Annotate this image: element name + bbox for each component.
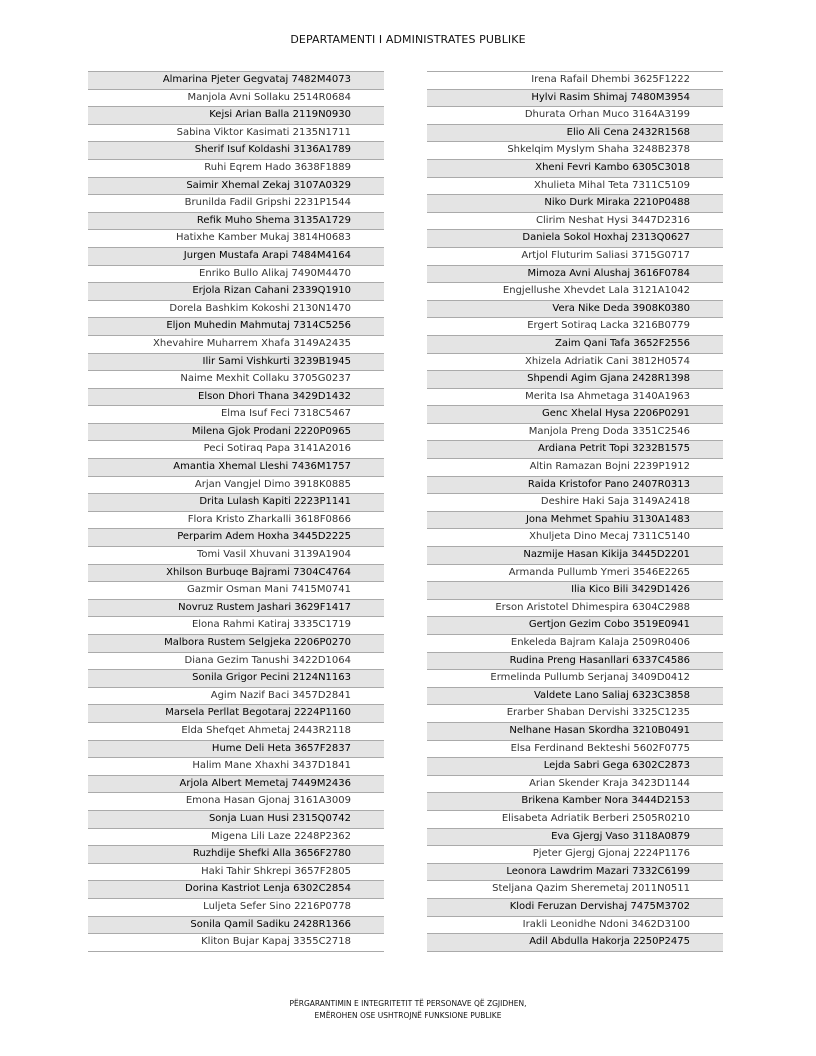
list-item: Daniela Sokol Hoxhaj 2313Q0627: [427, 230, 723, 248]
list-item: Enriko Bullo Alikaj 7490M4470: [88, 266, 384, 284]
page-title: DEPARTAMENTI I ADMINISTRATES PUBLIKE: [290, 33, 526, 46]
list-item: Sonila Grigor Pecini 2124N1163: [88, 670, 384, 688]
list-item: Irena Rafail Dhembi 3625F1222: [427, 72, 723, 90]
list-item: Dorina Kastriot Lenja 6302C2854: [88, 881, 384, 899]
list-item: Genc Xhelal Hysa 2206P0291: [427, 406, 723, 424]
list-item: Raida Kristofor Pano 2407R0313: [427, 477, 723, 495]
list-item: Hatixhe Kamber Mukaj 3814H0683: [88, 230, 384, 248]
list-item: Xhulieta Mihal Teta 7311C5109: [427, 178, 723, 196]
list-item: Jona Mehmet Spahiu 3130A1483: [427, 512, 723, 530]
list-item: Shpendi Agim Gjana 2428R1398: [427, 371, 723, 389]
list-item: Elda Shefqet Ahmetaj 2443R2118: [88, 723, 384, 741]
list-item: Altin Ramazan Bojni 2239P1912: [427, 459, 723, 477]
list-item: Ergert Sotiraq Lacka 3216B0779: [427, 318, 723, 336]
list-item: Clirim Neshat Hysi 3447D2316: [427, 213, 723, 231]
list-item: Nelhane Hasan Skordha 3210B0491: [427, 723, 723, 741]
list-item: Jurgen Mustafa Arapi 7484M4164: [88, 248, 384, 266]
list-item: Valdete Lano Saliaj 6323C3858: [427, 688, 723, 706]
list-item: Lejda Sabri Gega 6302C2873: [427, 758, 723, 776]
list-item: Erarber Shaban Dervishi 3325C1235: [427, 705, 723, 723]
list-item: Erjola Rizan Cahani 2339Q1910: [88, 283, 384, 301]
page-footer: [0, 998, 816, 1022]
list-item: Hume Deli Heta 3657F2837: [88, 741, 384, 759]
list-item: Artjol Fluturim Saliasi 3715G0717: [427, 248, 723, 266]
list-item: Arjan Vangjel Dimo 3918K0885: [88, 477, 384, 495]
list-item: Mimoza Avni Alushaj 3616F0784: [427, 266, 723, 284]
list-item: Elio Ali Cena 2432R1568: [427, 125, 723, 143]
list-item: Adil Abdulla Hakorja 2250P2475: [427, 934, 723, 952]
list-item: Arjola Albert Memetaj 7449M2436: [88, 776, 384, 794]
list-item: Tomi Vasil Xhuvani 3139A1904: [88, 547, 384, 565]
list-item: Ermelinda Pullumb Serjanaj 3409D0412: [427, 670, 723, 688]
list-item: Gazmir Osman Mani 7415M0741: [88, 582, 384, 600]
list-item: Irakli Leonidhe Ndoni 3462D3100: [427, 917, 723, 935]
list-item: Ilir Sami Vishkurti 3239B1945: [88, 354, 384, 372]
list-item: Ruzhdije Shefki Alla 3656F2780: [88, 846, 384, 864]
list-item: Kejsi Arian Balla 2119N0930: [88, 107, 384, 125]
list-item: Merita Isa Ahmetaga 3140A1963: [427, 389, 723, 407]
list-item: Kliton Bujar Kapaj 3355C2718: [88, 934, 384, 952]
right-name-list: [427, 71, 723, 952]
list-item: Migena Lili Laze 2248P2362: [88, 829, 384, 847]
list-item: Xhizela Adriatik Cani 3812H0574: [427, 354, 723, 372]
list-item: Arian Skender Kraja 3423D1144: [427, 776, 723, 794]
list-item: Erson Aristotel Dhimespira 6304C2988: [427, 600, 723, 618]
list-item: Niko Durk Miraka 2210P0488: [427, 195, 723, 213]
list-item: Luljeta Sefer Sino 2216P0778: [88, 899, 384, 917]
list-item: Elisabeta Adriatik Berberi 2505R0210: [427, 811, 723, 829]
list-item: Saimir Xhemal Zekaj 3107A0329: [88, 178, 384, 196]
list-item: Manjola Preng Doda 3351C2546: [427, 424, 723, 442]
list-item: Armanda Pullumb Ymeri 3546E2265: [427, 565, 723, 583]
list-item: Novruz Rustem Jashari 3629F1417: [88, 600, 384, 618]
list-item: Xhuljeta Dino Mecaj 7311C5140: [427, 529, 723, 547]
list-item: Diana Gezim Tanushi 3422D1064: [88, 653, 384, 671]
list-item: Brikena Kamber Nora 3444D2153: [427, 793, 723, 811]
list-item: Pjeter Gjergj Gjonaj 2224P1176: [427, 846, 723, 864]
list-item: Xheni Fevri Kambo 6305C3018: [427, 160, 723, 178]
list-item: Elona Rahmi Katiraj 3335C1719: [88, 617, 384, 635]
list-item: Malbora Rustem Selgjeka 2206P0270: [88, 635, 384, 653]
list-item: Refik Muho Shema 3135A1729: [88, 213, 384, 231]
left-name-list: [88, 71, 384, 952]
list-item: Haki Tahir Shkrepi 3657F2805: [88, 864, 384, 882]
list-item: Manjola Avni Sollaku 2514R0684: [88, 90, 384, 108]
list-item: Engjellushe Xhevdet Lala 3121A1042: [427, 283, 723, 301]
list-item: Agim Nazif Baci 3457D2841: [88, 688, 384, 706]
list-item: Amantia Xhemal Lleshi 7436M1757: [88, 459, 384, 477]
list-item: Vera Nike Deda 3908K0380: [427, 301, 723, 319]
list-item: Sonila Qamil Sadiku 2428R1366: [88, 917, 384, 935]
list-item: Zaim Qani Tafa 3652F2556: [427, 336, 723, 354]
list-item: Dhurata Orhan Muco 3164A3199: [427, 107, 723, 125]
list-item: Emona Hasan Gjonaj 3161A3009: [88, 793, 384, 811]
list-item: Sabina Viktor Kasimati 2135N1711: [88, 125, 384, 143]
list-item: Peci Sotiraq Papa 3141A2016: [88, 441, 384, 459]
list-item: Almarina Pjeter Gegvataj 7482M4073: [88, 72, 384, 90]
list-item: Ilia Kico Bili 3429D1426: [427, 582, 723, 600]
list-item: Klodi Feruzan Dervishaj 7475M3702: [427, 899, 723, 917]
list-item: Leonora Lawdrim Mazari 7332C6199: [427, 864, 723, 882]
list-item: Nazmije Hasan Kikija 3445D2201: [427, 547, 723, 565]
list-item: Xhevahire Muharrem Xhafa 3149A2435: [88, 336, 384, 354]
list-item: Halim Mane Xhaxhi 3437D1841: [88, 758, 384, 776]
list-item: Dorela Bashkim Kokoshi 2130N1470: [88, 301, 384, 319]
list-item: Eva Gjergj Vaso 3118A0879: [427, 829, 723, 847]
list-item: Gertjon Gezim Cobo 3519E0941: [427, 617, 723, 635]
list-item: Marsela Perllat Begotaraj 2224P1160: [88, 705, 384, 723]
list-item: Steljana Qazim Sheremetaj 2011N0511: [427, 881, 723, 899]
list-item: Naime Mexhit Collaku 3705G0237: [88, 371, 384, 389]
list-item: Elson Dhori Thana 3429D1432: [88, 389, 384, 407]
list-item: Deshire Haki Saja 3149A2418: [427, 494, 723, 512]
list-item: Perparim Adem Hoxha 3445D2225: [88, 529, 384, 547]
list-item: Xhilson Burbuqe Bajrami 7304C4764: [88, 565, 384, 583]
list-item: Enkeleda Bajram Kalaja 2509R0406: [427, 635, 723, 653]
list-item: Drita Lulash Kapiti 2223P1141: [88, 494, 384, 512]
footer-line-2: EMËROHEN OSE USHTROJNË FUNKSIONE PUBLIKE: [314, 1011, 502, 1020]
list-item: Eljon Muhedin Mahmutaj 7314C5256: [88, 318, 384, 336]
list-item: Milena Gjok Prodani 2220P0965: [88, 424, 384, 442]
list-item: Hylvi Rasim Shimaj 7480M3954: [427, 90, 723, 108]
list-item: Brunilda Fadil Gripshi 2231P1544: [88, 195, 384, 213]
list-item: Ardiana Petrit Topi 3232B1575: [427, 441, 723, 459]
list-item: Elsa Ferdinand Bekteshi 5602F0775: [427, 741, 723, 759]
list-item: Ruhi Eqrem Hado 3638F1889: [88, 160, 384, 178]
list-item: Shkelqim Myslym Shaha 3248B2378: [427, 142, 723, 160]
list-item: Rudina Preng Hasanllari 6337C4586: [427, 653, 723, 671]
list-item: Elma Isuf Feci 7318C5467: [88, 406, 384, 424]
list-item: Sonja Luan Husi 2315Q0742: [88, 811, 384, 829]
list-item: Sherif Isuf Koldashi 3136A1789: [88, 142, 384, 160]
footer-line-1: PËRGARANTIMIN E INTEGRITETIT TË PERSONAVE QË ZGJIDHEN,: [289, 999, 527, 1008]
list-item: Flora Kristo Zharkalli 3618F0866: [88, 512, 384, 530]
